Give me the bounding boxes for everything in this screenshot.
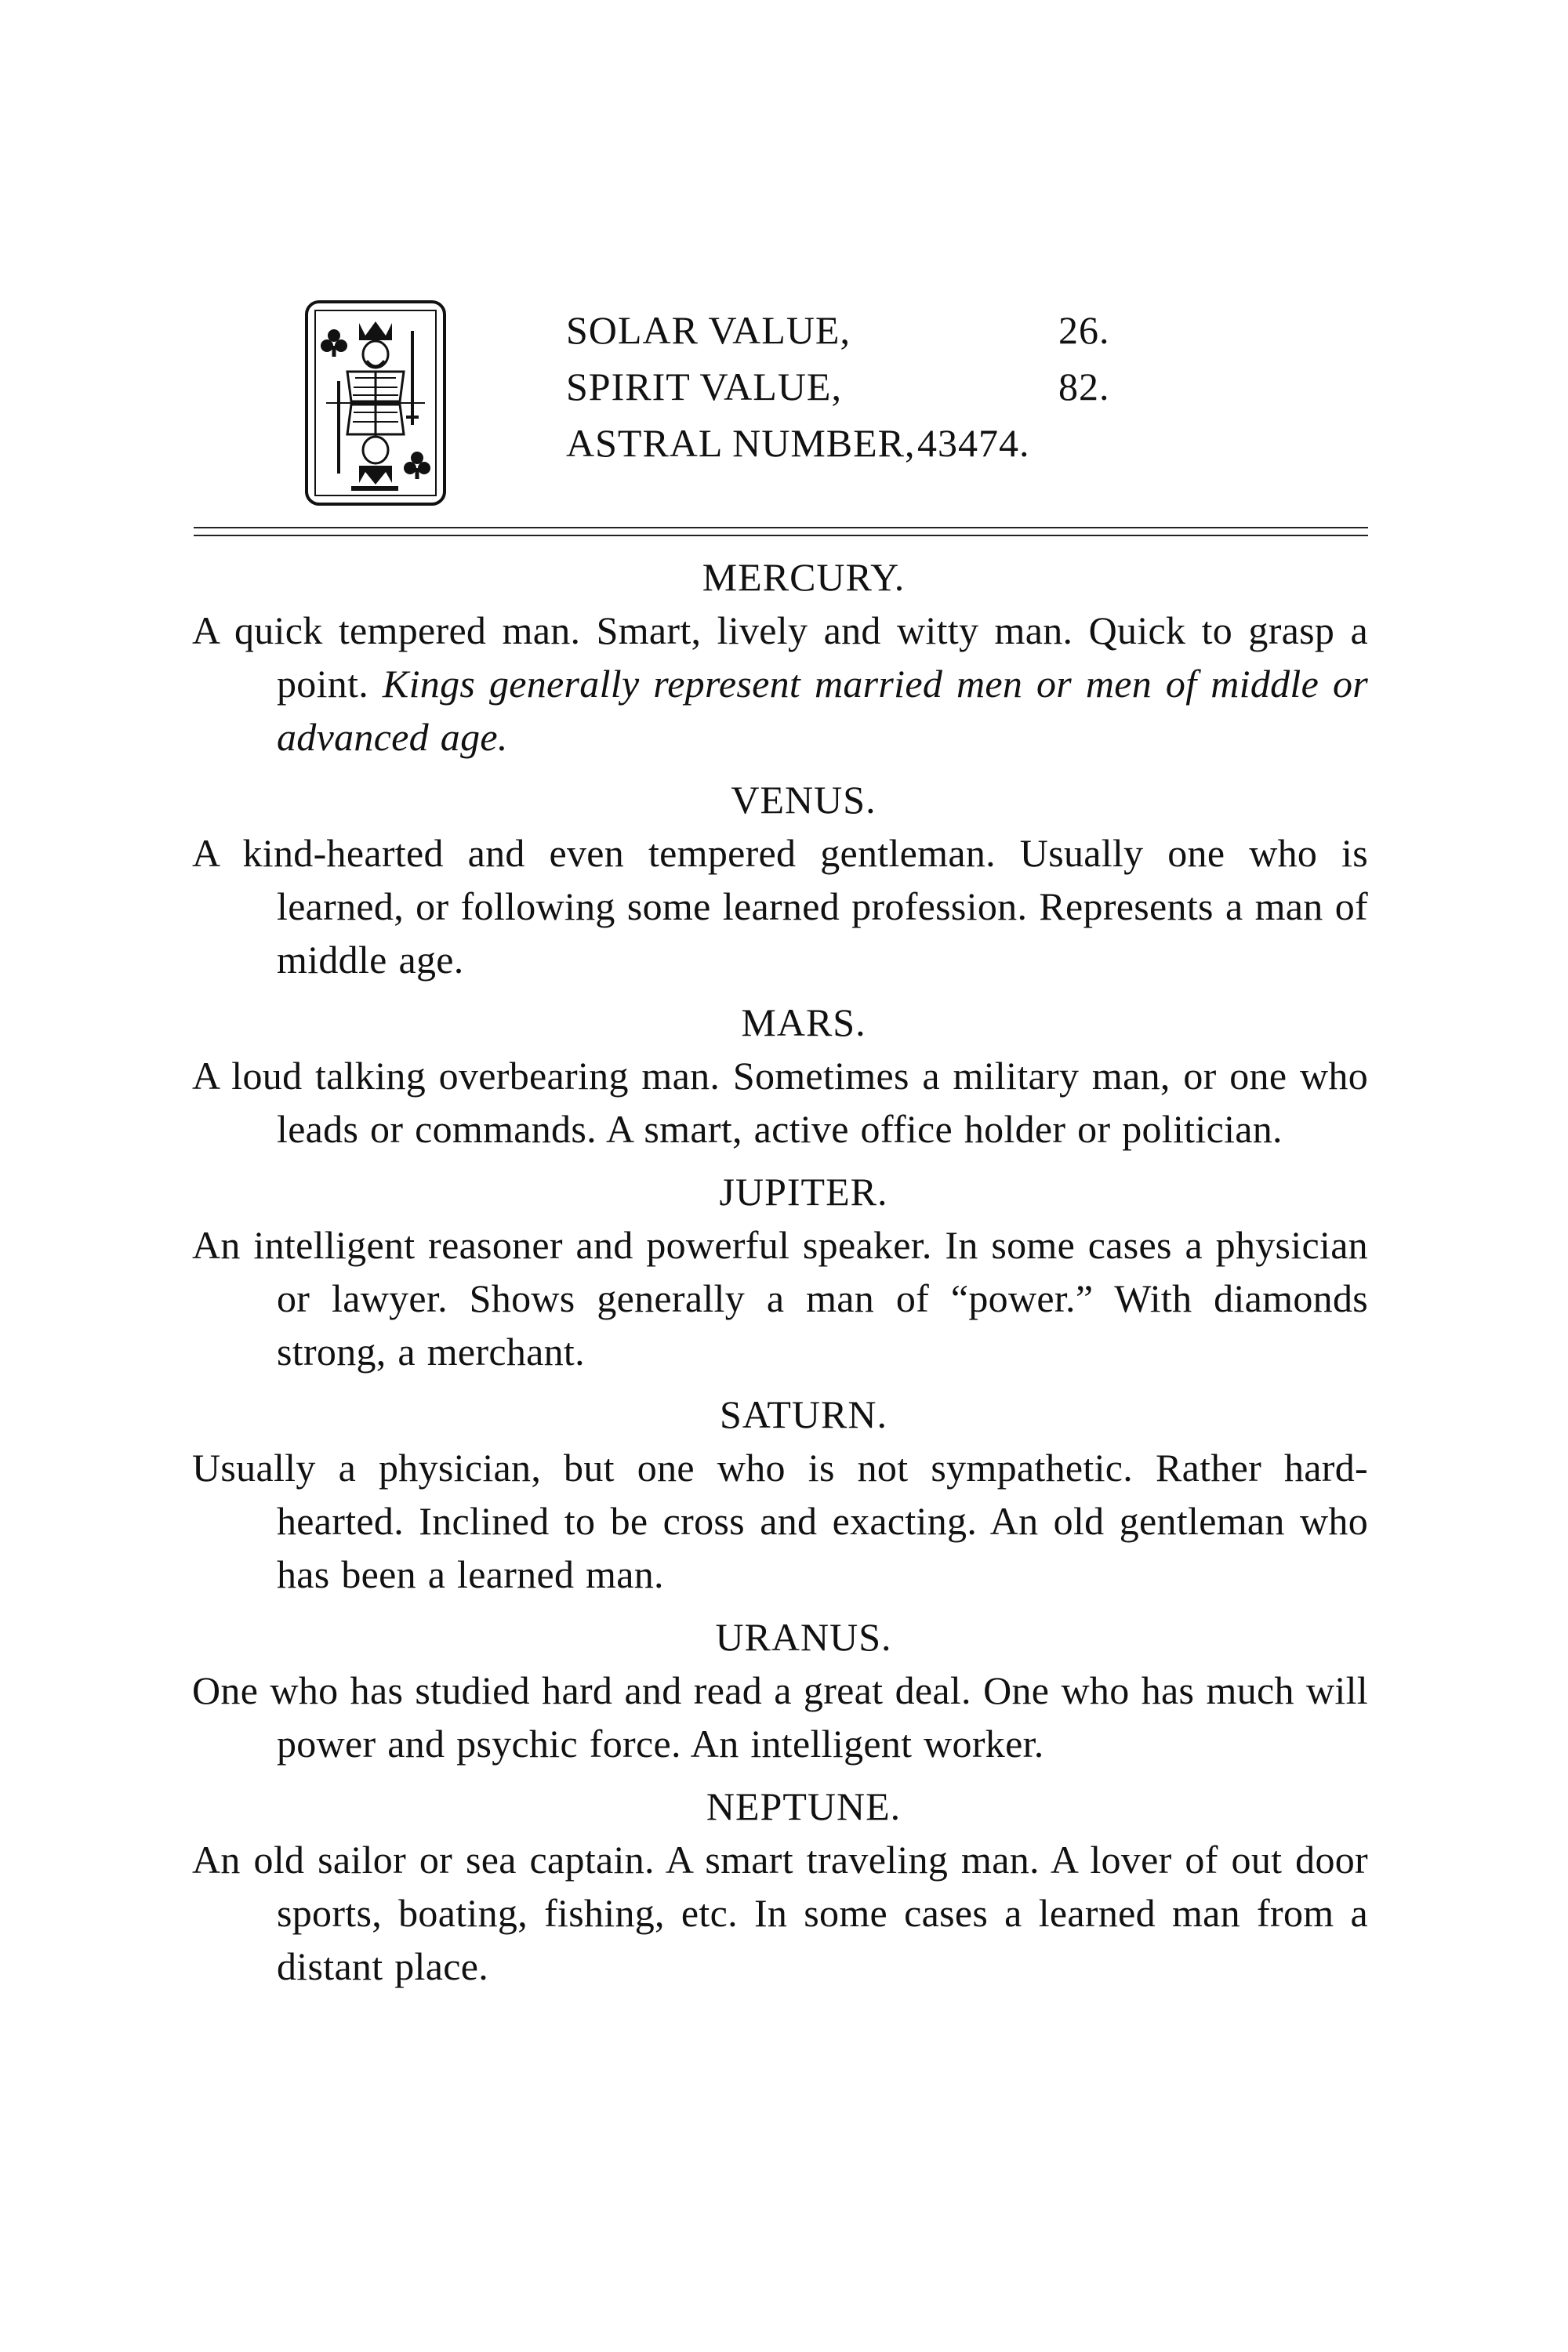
solar-value-number: 26. — [1058, 308, 1110, 352]
king-of-clubs-card-icon — [304, 299, 447, 506]
section-heading: JUPITER. — [719, 1170, 888, 1214]
section-text — [192, 604, 1368, 764]
spirit-value-number: 82. — [1058, 365, 1110, 408]
divider-rule-bottom — [194, 535, 1368, 536]
solar-value-row — [566, 302, 1110, 358]
section-mercury — [192, 552, 1368, 764]
section-heading: MARS. — [741, 1000, 866, 1044]
divider-rule-top — [194, 527, 1368, 528]
section-heading: VENUS. — [731, 778, 877, 822]
astral-number-value: 43474. — [917, 421, 1030, 465]
card-values — [566, 302, 1110, 471]
spirit-value-row — [566, 358, 1110, 415]
section-text: A kind-hearted and even tempered gentleman. Usually one who is learned, or following some learned profession. Represents a man of middle age. — [192, 831, 1368, 982]
section-saturn — [192, 1389, 1368, 1601]
section-text: A loud talking overbearing man. Sometimes a military man, or one who leads or commands. A smart, active office holder or politician. — [192, 1054, 1368, 1151]
section-text: Usually a physician, but one who is not sympathetic. Rather hard-hearted. Inclined to be cross and exacting. An old gentleman who has been a learned man. — [192, 1446, 1368, 1596]
section-text: An intelligent reasoner and powerful speaker. In some cases a physician or lawyer. Shows generally a man of “power.” With diamonds strong, a merchant. — [192, 1223, 1368, 1374]
spirit-value-label: SPIRIT VALUE, — [566, 365, 842, 408]
section-venus — [192, 775, 1368, 986]
planet-readings — [192, 541, 1368, 1993]
section-neptune — [192, 1781, 1368, 1993]
section-heading: NEPTUNE. — [706, 1784, 902, 1828]
section-heading: URANUS. — [715, 1615, 892, 1659]
section-text: An old sailor or sea captain. A smart traveling man. A lover of out door sports, boating, fishing, etc. In some cases a learned man from a distant place. — [192, 1838, 1368, 1988]
section-heading: SATURN. — [720, 1392, 887, 1436]
section-jupiter — [192, 1167, 1368, 1378]
section-heading: MERCURY. — [702, 555, 906, 599]
section-mars — [192, 997, 1368, 1156]
section-text: One who has studied hard and read a great deal. One who has much will power and psychic force. An intelligent worker. — [192, 1668, 1368, 1766]
section-text-plain: A quick tempered man. Smart, lively and witty man. Quick to grasp a point. — [192, 608, 1368, 706]
solar-value-label: SOLAR VALUE, — [566, 308, 851, 352]
section-uranus — [192, 1612, 1368, 1770]
section-text-italic: Kings generally represent married men or men of middle or advanced age. — [277, 662, 1368, 759]
astral-number-label: ASTRAL NUMBER, — [566, 421, 916, 465]
astral-number-row — [566, 415, 1030, 471]
